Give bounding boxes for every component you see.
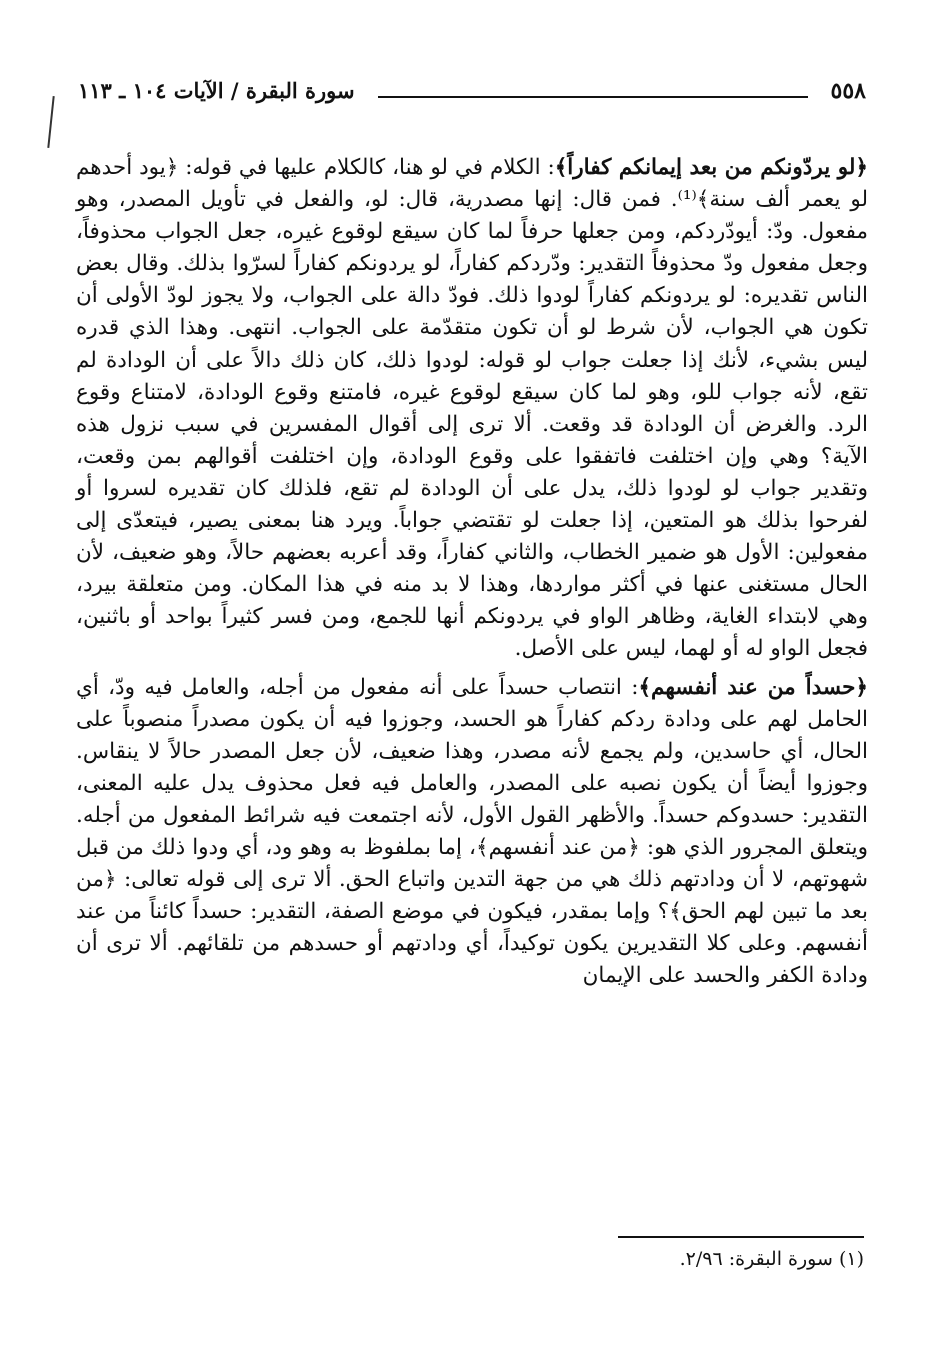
page-number: ٥٥٨ xyxy=(830,78,866,104)
paragraph-text: : الكلام في لو هنا، كالكلام عليها في قوله: ﴿يود أحدهم لو يعمر ألف سنة﴾⁽¹⁾. فمن قال: إنها مصدرية، قال: لو، والفعل في تأويل المصدر، وهو مفعول. ودّ: أيودّردكم، ومن جعلها حرفاً لما كان سيقع لوقوع غيره، جعل الجواب محذوفاً، وجعل مفعول ودّ محذوفاً التقدير: ودّردكم كفاراً، لو يردونكم كفاراً لسرّوا بذلك. وقال بعض الناس تقديره: لو يردونكم كفاراً لودوا ذلك. فودّ دالة على الجواب، ولا يجوز لودّ الأولى أن تكون هي الجواب، لأن شرط لو أن تكون متقدّمة على الجواب. انتهى. وهذا الذي قدره ليس بشيء، لأنك إذا جعلت جواب لو قوله: لودوا ذلك، كان ذلك دالاً على أن الودادة لم تقع، لأنه جواب للو، وهو لما كان سيقع لوقوع غيره، فامتنع وقوع الودادة، لامتناع وقوع الرد. والغرض أن الودادة قد وقعت. ألا ترى إلى أقوال المفسرين في سبب نزول هذه الآية؟ وهي وإن اختلفت فاتفقوا على وقوع الودادة، وإن اختلفت أقوالهم بمن وقعت، وتقدير جواب لو لودوا ذلك، يدل على أن الودادة لم تقع، فلذلك كان تقديره لسروا أو لفرحوا بذلك هو المتعين، إذا جعلت لو تقتضي جواباً. ويرد هنا بمعنى يصير، فيتعدّى إلى مفعولين: الأول هو ضمير الخطاب، والثاني كفاراً، وقد أعربه بعضهم حالاً، وهو ضعيف، لأن الحال مستغنى عنها في أكثر مواردها، وهذا لا بد منه في هذا المكان. ومن متعلقة بيرد، وهي لابتداء الغاية، وظاهر الواو في يردونكم أنها للجمع، ومن فسر كثيراً بواحد أو باثنين، فجعل الواو له أو لهما، ليس على الأصل. xyxy=(76,155,868,662)
margin-mark xyxy=(47,96,54,148)
header-rule xyxy=(378,96,808,98)
paragraph-text: : انتصاب حسداً على أنه مفعول من أجله، والعامل فيه ودّ، أي الحامل لهم على ودادة ردكم كفاراً هو الحسد، وجوزوا فيه أن يكون مصدراً منصوباً على الحال، أي حاسدين، ولم يجمع لأنه مصدر، وهذا ضعيف، لأن جعل المصدر حالاً لا ينقاس. وجوزوا أيضاً أن يكون نصبه على المصدر، والعامل فيه فعل محذوف يدل عليه المعنى، التقدير: حسدوكم حسداً. والأظهر القول الأول، لأنه اجتمعت فيه شرائط المفعول من أجله. ويتعلق المجرور الذي هو: ﴿من عند أنفسهم﴾، إما بملفوظ به وهو ود، أي ودوا ذلك من قبل شهوتهم، لا أن ودادتهم ذلك هي من جهة التدين واتباع الحق. ألا ترى إلى قوله تعالى: ﴿من بعد ما تبين لهم الحق﴾؟ وإما بمقدر، فيكون في موضع الصفة، التقدير: حسداً كائناً من عند أنفسهم. وعلى كلا التقديرين يكون توكيداً، أي ودادتهم أو حسدهم من تلقائهم. ألا ترى أن ودادة الكفر والحسد على الإيمان xyxy=(76,674,868,989)
page-header xyxy=(78,78,866,118)
main-text xyxy=(76,152,868,992)
quran-verse-heading: ﴿لو يردّونكم من بعد إيمانكم كفاراً﴾ xyxy=(554,155,868,180)
quran-verse-heading: ﴿حسداً من عند أنفسهم﴾ xyxy=(638,674,868,700)
paragraph-1 xyxy=(76,152,868,666)
footnote-rule xyxy=(618,1236,864,1238)
running-title: سورة البقرة / الآيات ١٠٤ ـ ١١٣ xyxy=(78,78,355,103)
footnote: (١) سورة البقرة: ٢/٩٦. xyxy=(679,1248,864,1270)
paragraph-2 xyxy=(76,672,868,993)
